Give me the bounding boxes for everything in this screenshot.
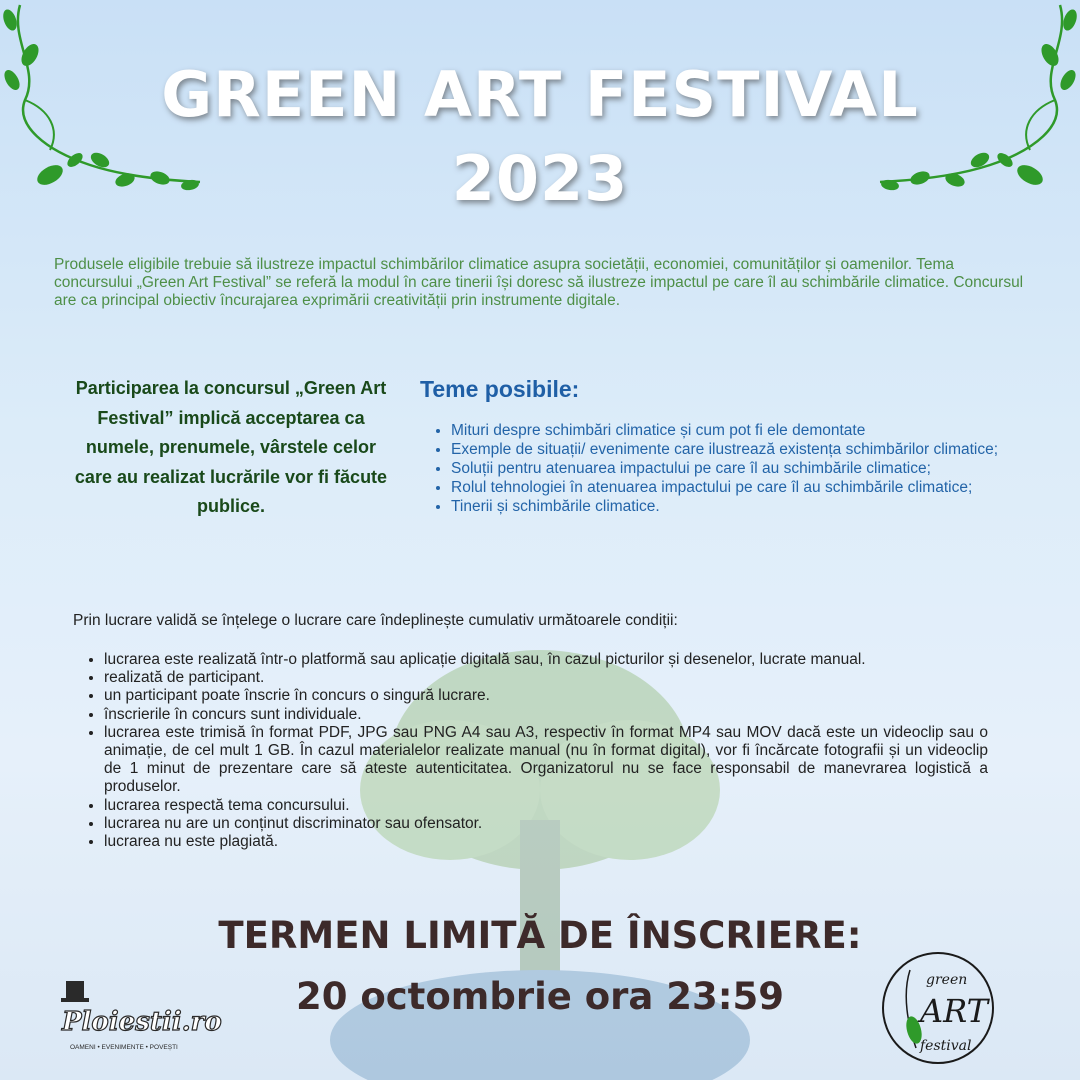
condition-item: • un participant poate înscrie în concurs o singură lucrare.	[104, 687, 988, 705]
logo-word-festival: festival	[920, 1038, 972, 1054]
theme-item: • Soluții pentru atenuarea impactului pe care îl au schimbările climatice;	[451, 459, 1006, 478]
themes-heading: Teme posibile:	[420, 376, 580, 402]
conditions-list	[104, 651, 988, 851]
themes-list	[451, 421, 1006, 516]
theme-item: • Exemple de situații/ evenimente care ilustrează existența schimbărilor climatice;	[451, 440, 1006, 459]
condition-item: • lucrarea nu are un conținut discriminator sau ofensator.	[104, 815, 988, 833]
page-title-year: 2023	[451, 142, 629, 215]
condition-item: • lucrarea este realizată într-o platformă sau aplicație digitală sau, în cazul picturilor și desenelor, lucrate manual.	[104, 651, 988, 669]
ploiestii-logo-tagline: OAMENI • EVENIMENTE • POVEȘTI	[70, 1044, 178, 1051]
participation-note: Participarea la concursul „Green Art Festival” implică acceptarea ca numele, prenumele, vârstele celor care au realizat lucrările vor fi făcute publice.	[74, 378, 388, 516]
logo-word-art: ART	[920, 992, 988, 1030]
condition-item: • realizată de participant.	[104, 669, 988, 687]
deadline-heading: TERMEN LIMITĂ DE ÎNSCRIERE:	[218, 914, 862, 957]
theme-item: • Mituri despre schimbări climatice și cum pot fi ele demontate	[451, 421, 1006, 440]
intro-paragraph: Produsele eligibile trebuie să ilustreze impactul schimbărilor climatice asupra societății, economiei, comunităților și oamenilor. Tema concursului „Green Art Festival” se referă la modul în care tinerii își doresc să ilustreze impactul pe care îl au schimbările climatice. Concursul are ca principal obiectiv încurajarea exprimării creativității prin instrumente digitale.	[54, 256, 1024, 309]
ploiestii-logo-name: Ploiestii.ro	[62, 1007, 222, 1037]
condition-item: • lucrarea nu este plagiată.	[104, 833, 988, 851]
theme-item: • Rolul tehnologiei în atenuarea impactului pe care îl au schimbările climatice;	[451, 478, 1006, 497]
condition-item: • lucrarea respectă tema concursului.	[104, 797, 988, 815]
green-art-festival-logo	[880, 950, 996, 1066]
logo-word-green: green	[926, 972, 968, 988]
theme-item: • Tinerii și schimbările climatice.	[451, 497, 1006, 516]
conditions-intro: Prin lucrare validă se înțelege o lucrare care îndeplinește cumulativ următoarele condiții:	[73, 612, 678, 629]
page-title: GREEN ART FESTIVAL	[161, 58, 919, 131]
condition-item: • înscrierile în concurs sunt individuale.	[104, 706, 988, 724]
condition-item: • lucrarea este trimisă în format PDF, JPG sau PNG A4 sau A3, respectiv în format MP4 sau MOV dacă este un videoclip sau o animație, de cel mult 1 GB. În cazul materialelor realizate manual (nu în format digital), vor fi încărcate fotografii și un videoclip de 1 minut de prezentare care să ateste autenticitatea. Organizatorul nu se face responsabil de manevrarea logistică a produselor.	[104, 724, 988, 797]
deadline-date: 20 octombrie ora 23:59	[295, 975, 785, 1018]
ploiestii-logo	[58, 975, 238, 1065]
